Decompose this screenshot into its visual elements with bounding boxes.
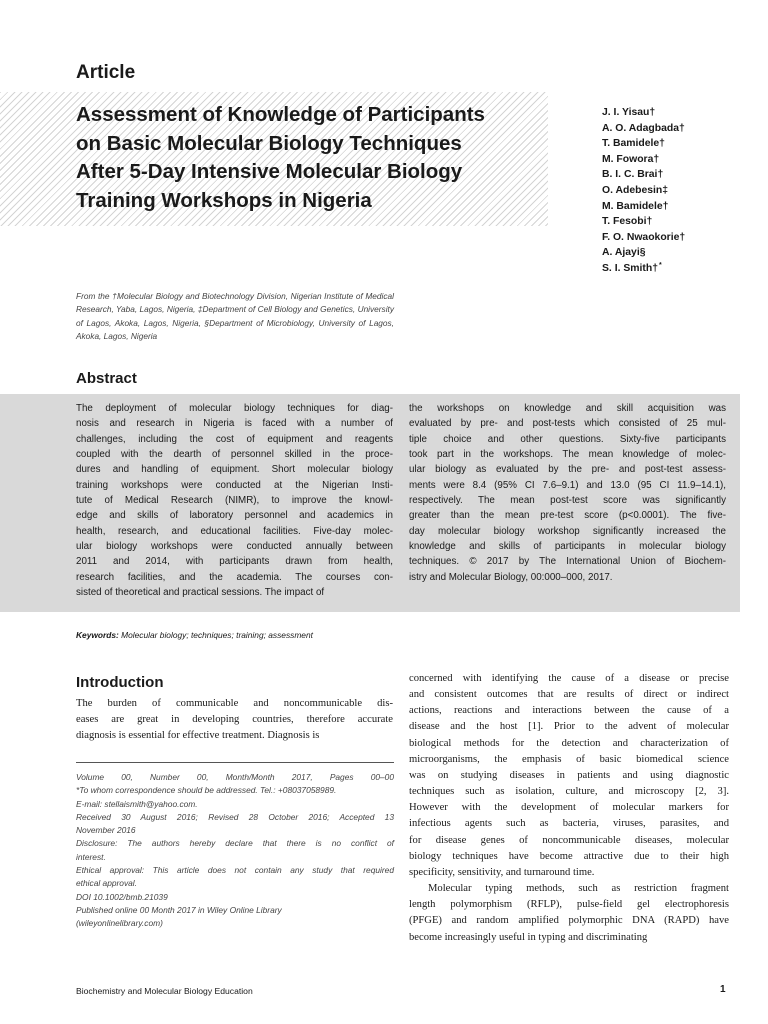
text-line: The burden of communicable and noncommunicable dis-: [76, 698, 393, 709]
author-name: F. O. Nwaokorie: [602, 231, 680, 243]
text-line: eases are great in developing countries, therefore accurate: [76, 714, 393, 726]
text-line: the workshops on knowledge and skill acquisition was: [409, 403, 726, 414]
author-affiliation-mark: †: [649, 107, 656, 118]
text-line: edge and skills of laboratory personnel and academics in: [76, 510, 393, 522]
author-entry: [602, 136, 685, 152]
author-name: M. Bamidele: [602, 200, 663, 212]
author-affiliation-mark: †: [659, 138, 665, 150]
text-line: The deployment of molecular biology techniques for diag-: [76, 403, 393, 414]
text-line: dures and handling of equipment. Short molecular biology: [76, 464, 393, 476]
footnote-line: Ethical approval: This article does not contain any study that required: [76, 865, 394, 876]
text-line: evaluated by pre- and post-tests which consisted of 25 mul-: [409, 418, 726, 430]
abstract-right-column: [409, 401, 726, 585]
text-line: and consistent outcomes that are results of direct or indirect: [409, 689, 729, 701]
author-name: M. Fowora: [602, 153, 654, 165]
text-line: However with the development of molecular markers for: [409, 802, 729, 814]
footnote-line: E-mail: stellaismith@yahoo.com.: [76, 798, 198, 809]
text-line: day molecular biology workshop significantly increased the: [409, 525, 726, 537]
author-name: B. I. C. Brai: [602, 169, 658, 181]
text-line: challenges, including the cost of equipment and reagents: [76, 433, 393, 445]
title-line: Assessment of Knowledge of Participants: [76, 103, 485, 126]
title-line: on Basic Molecular Biology Techniques: [76, 131, 462, 155]
footnote-line: ethical approval.: [76, 878, 137, 889]
journal-name: Biochemistry and Molecular Biology Education: [76, 986, 253, 996]
introduction-heading: Introduction: [76, 674, 164, 691]
introduction-left-column: [76, 696, 393, 744]
text-line: diagnosis is essential for effective treatment. Diagnosis is: [76, 730, 320, 742]
author-entry: [602, 245, 685, 261]
footnote-line: Published online 00 Month 2017 in Wiley Online Library: [76, 904, 282, 915]
author-name: S. I. Smith: [602, 262, 653, 274]
text-line: for disease genes of noncommunicable diseases, molecular: [409, 834, 729, 846]
text-line: ments were 8.4 (95% CI 7.6–9.1) and 13.0 (95 CI 11.9–14.1),: [409, 479, 726, 491]
author-affiliation-mark: §: [639, 247, 646, 259]
text-line: (PFGE) and random amplified polymorphic DNA (RAPD) have: [409, 915, 729, 927]
author-name: A. O. Adagbada: [602, 122, 679, 134]
text-line: knowledge and skills of participants in molecular biology: [409, 541, 726, 553]
footnote-line: November 2016: [76, 825, 136, 836]
author-name: A. Ajayi: [602, 247, 640, 259]
text-line: biology techniques have become attractive due to their high: [409, 850, 729, 862]
text-line: greater than the mean pre-test score (p<0.0001). The five-: [409, 510, 726, 522]
keywords-label: Keywords:: [76, 630, 119, 640]
keywords: [76, 630, 313, 640]
text-line: tiple choice and other questions. Sixty-five participants: [409, 433, 726, 445]
footnote-line: (wileyonlinelibrary.com): [76, 918, 163, 929]
title-line: Training Workshops in Nigeria: [76, 188, 372, 212]
text-line: sisted of theoretical and practical sessions. The impact of: [76, 587, 325, 599]
author-name: O. Adebesin: [602, 184, 663, 196]
text-line: was on studying diseases in patients and using diagnostic: [409, 769, 729, 781]
author-entry: [602, 230, 685, 246]
text-line: nosis and research in Nigeria is faced with a number of: [76, 418, 393, 430]
text-line: research facilities, and the academia. The courses con-: [76, 571, 393, 583]
author-entry: [602, 121, 685, 137]
article-footnotes: [76, 771, 394, 931]
author-entry: [602, 199, 685, 215]
footnote-divider: [76, 762, 394, 763]
text-line: istry and Molecular Biology, 00:000–000, 2017.: [409, 571, 613, 583]
text-line: biological methods for the detection and characterization of: [409, 737, 729, 749]
author-entry: [602, 167, 685, 183]
author-name: J. I. Yisau: [602, 107, 650, 118]
author-name: T. Fesobi: [602, 216, 647, 228]
footnote-line: interest.: [76, 851, 106, 862]
author-list: [602, 105, 685, 277]
text-line: respectively. The mean post-test score was significantly: [409, 495, 726, 507]
text-line: length polymorphism (RFLP), pulse-field gel electrophoresis: [409, 899, 729, 911]
text-line: become increasingly useful in typing and discriminating: [409, 931, 648, 943]
text-line: health, research, and educational facilities. Five-day molec-: [76, 525, 393, 537]
author-entry: [602, 183, 685, 199]
text-line: Molecular typing methods, such as restriction fragment: [428, 883, 729, 895]
text-line: coupled with the dearth of personnel skilled in the proce-: [76, 449, 393, 461]
title-line: After 5-Day Intensive Molecular Biology: [76, 160, 463, 183]
text-line: infectious agents such as bacteria, viruses, parasites, and: [409, 818, 729, 830]
text-line: tute of Medical Research (NIMR), to improve the knowl-: [76, 495, 393, 507]
abstract-left-column: [76, 401, 393, 600]
text-line: techniques such as isolation, culture, and microscopy [2, 3].: [409, 786, 729, 798]
text-line: concerned with identifying the cause of a disease or precise: [409, 673, 729, 684]
text-line: techniques. © 2017 by The International Union of Biochem-: [409, 556, 726, 568]
footnote-line: Received 30 August 2016; Revised 28 October 2016; Accepted 13: [76, 811, 394, 822]
abstract-heading: Abstract: [76, 370, 137, 387]
author-affiliation-mark: †: [646, 216, 653, 228]
text-line: training workshops were conducted at the Nigerian Insti-: [76, 479, 393, 491]
author-entry: [602, 261, 685, 277]
text-line: ular biology as evaluated by the pre- and post-test assess-: [409, 464, 726, 476]
page-number: 1: [720, 984, 726, 995]
text-line: disease and the host [1]. Prior to the advent of molecular: [409, 721, 729, 733]
author-name: T. Bamidele: [602, 138, 660, 150]
affiliations: From the †Molecular Biology and Biotechnology Division, Nigerian Institute of Medical Research, Yaba, Lagos, Nigeria, ‡Department of Cell Biology and Genetics, University of Lagos, Akoka, Lagos, Nigeria, §Department of Microbiology, University of Lagos, Akoka, Lagos, Nigeria: [76, 291, 394, 341]
author-affiliation-mark: †: [652, 262, 659, 274]
author-affiliation-mark: †: [653, 153, 660, 165]
footnote-line: Disclosure: The authors hereby declare that there is no conflict of: [76, 838, 394, 849]
text-line: took part in the workshops. The mean knowledge of molec-: [409, 449, 726, 461]
text-line: microorganisms, the emphasis of basic biomedical science: [409, 753, 729, 765]
author-affiliation-mark: ‡: [662, 184, 669, 196]
author-entry: [602, 152, 685, 168]
author-affiliation-mark: †: [662, 200, 669, 212]
author-entry: [602, 105, 685, 121]
article-type-label: Article: [76, 62, 136, 83]
introduction-right-column: [409, 671, 729, 946]
text-line: actions, reactions and interactions between the cause of a: [409, 705, 729, 717]
author-affiliation-mark: †: [679, 231, 686, 243]
corresponding-author-mark: *: [659, 261, 662, 269]
footnote-line: *To whom correspondence should be addressed. Tel.: +08037058989.: [76, 785, 337, 796]
footnote-line: Volume 00, Number 00, Month/Month 2017, Pages 00–00: [76, 772, 394, 782]
text-line: 2011 and 2014, with participants drawn from health,: [76, 556, 393, 568]
author-entry: [602, 214, 685, 230]
text-line: specificity, sensitivity, and turnaround time.: [409, 866, 595, 878]
author-affiliation-mark: †: [657, 169, 664, 181]
text-line: ular biology workshops were conducted annually between: [76, 541, 393, 553]
keywords-text: Molecular biology; techniques; training; assessment: [121, 630, 313, 640]
author-affiliation-mark: †: [678, 122, 685, 134]
article-title: [76, 101, 544, 215]
footnote-line: DOI 10.1002/bmb.21039: [76, 891, 168, 902]
